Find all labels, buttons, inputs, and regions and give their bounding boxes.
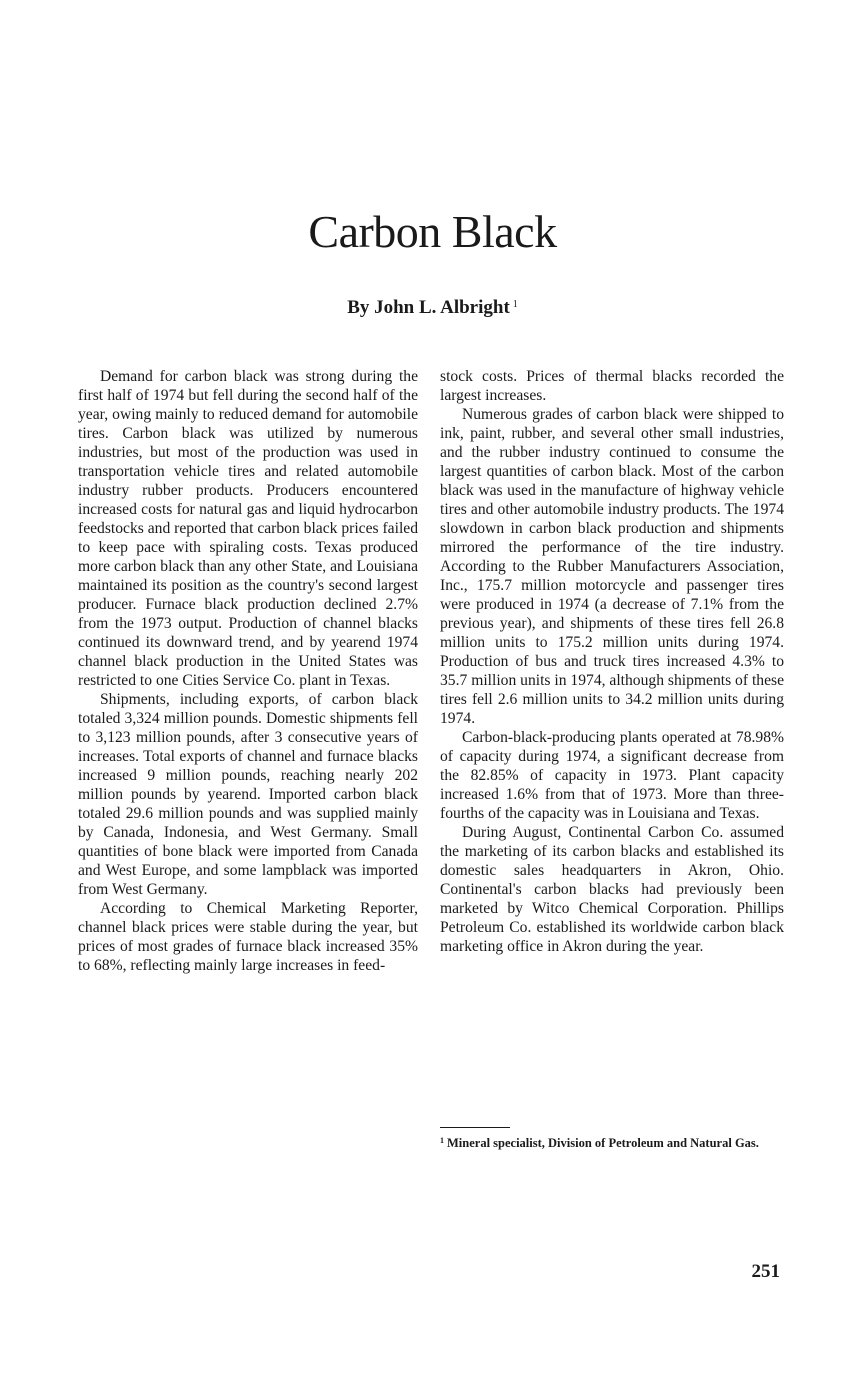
paragraph-demand: Demand for carbon black was strong during the first half of 1974 but fell during the second half of the year, owing mainly to reduced demand for automobile tires. Carbon black was utilized by numerous industries, but most of the production was used in transportation vehicle tires and related automobile industry rubber products. Producers encountered increased costs for natural gas and liquid hydrocarbon feedstocks and reported that carbon black prices failed to keep pace with spiraling costs. Texas produced more carbon black than any other State, and Louisiana maintained its position as the country's second largest producer. Furnace black production declined 2.7% from the 1973 output. Production of channel blacks continued its downward trend, and by yearend 1974 channel black production in the United States was restricted to one Cities Service Co. plant in Texas.	[78, 368, 418, 689]
left-column	[78, 367, 418, 975]
paragraph-prices-continued: stock costs. Prices of thermal blacks recorded the largest increases.	[440, 368, 784, 404]
footnote-text: Mineral specialist, Division of Petroleum and Natural Gas.	[447, 1136, 759, 1150]
paragraph-marketing: During August, Continental Carbon Co. assumed the marketing of its carbon blacks and established its domestic sales headquarters in Akron, Ohio. Continental's carbon blacks had previously been marketed by Witco Chemical Corporation. Phillips Petroleum Co. established its worldwide carbon black marketing office in Akron during the year.	[440, 824, 784, 955]
article-title: Carbon Black	[308, 206, 557, 257]
footnote-marker: 1	[440, 1136, 444, 1145]
paragraph-prices: According to Chemical Marketing Reporter, channel black prices were stable during the year, but prices of most grades of furnace black increased 35% to 68%, reflecting mainly large increases in feed-	[78, 900, 418, 974]
paragraph-grades: Numerous grades of carbon black were shipped to ink, paint, rubber, and several other small industries, and the rubber industry continued to consume the largest quantities of carbon black. Most of the carbon black was used in the manufacture of highway vehicle tires and other automobile industry products. The 1974 slowdown in carbon black production and shipments mirrored the performance of the tire industry. According to the Rubber Manufacturers Association, Inc., 175.7 million motorcycle and passenger tires were produced in 1974 (a decrease of 7.1% from the previous year), and shipments of these tires fell 26.8 million units to 175.2 million units during 1974. Production of bus and truck tires increased 4.3% to 35.7 million units in 1974, although shipments of these tires fell 2.6 million units to 34.2 million units during 1974.	[440, 406, 784, 727]
right-column	[440, 367, 784, 956]
author-byline	[0, 297, 865, 319]
author-name: By John L. Albright	[347, 297, 510, 318]
footnote-reference: 1	[512, 299, 518, 310]
footnote-divider	[440, 1127, 510, 1128]
footnote	[440, 1134, 784, 1150]
paragraph-capacity: Carbon-black-producing plants operated at 78.98% of capacity during 1974, a significant decrease from the 82.85% of capacity in 1973. Plant capacity increased 1.6% from that of 1973. More than three-fourths of the capacity was in Louisiana and Texas.	[440, 729, 784, 822]
paragraph-shipments: Shipments, including exports, of carbon black totaled 3,324 million pounds. Domestic shipments fell to 3,123 million pounds, after 3 consecutive years of increases. Total exports of channel and furnace blacks increased 9 million pounds, reaching nearly 202 million pounds by yearend. Imported carbon black totaled 29.6 million pounds and was supplied mainly by Canada, Indonesia, and West Germany. Small quantities of bone black were imported from Canada and West Europe, and some lampblack was imported from West Germany.	[78, 691, 418, 898]
page-number: 251	[751, 1261, 780, 1282]
